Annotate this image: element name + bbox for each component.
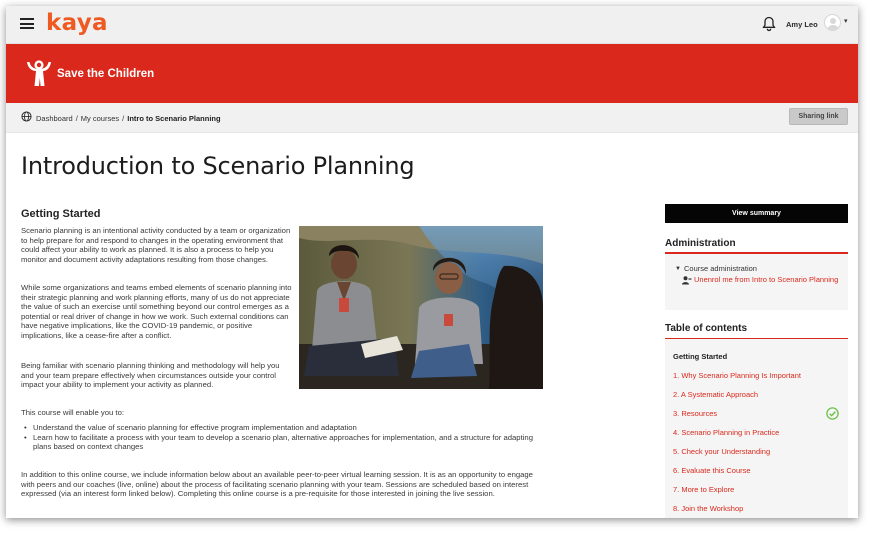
avatar-icon[interactable]: [824, 14, 841, 31]
list-item: • Understand the value of scenario planning for effective program implementation and adaptation: [21, 423, 551, 433]
list-item: • Learn how to facilitate a process with your team to develop a scenario plan, alternative approaches for implementation, and a structure for adapting plans based on context changes: [21, 433, 551, 452]
closing-paragraph: In addition to this online course, we include information below about an available peer-to-peer virtual learning session. It is as an opportunity to engage with peers and our coaches (live, online) about the process of facilitating scenario planning with your team. Sessions are scheduled based on interest expressed (via an interest form linked below). Completing this online course is a pre-requisite for those interested in joining the live session.: [21, 470, 533, 498]
globe-icon: [21, 111, 32, 122]
toc-item[interactable]: 4. Scenario Planning in Practice: [673, 428, 780, 437]
intro-paragraph: Scenario planning is an intentional activity conducted by a team or organization to help prepare for and respond to changes in the operating environment that could affect your ability to work as planned. It is also a process to help you monitor and document activity adaptations resulting from those changes.: [21, 226, 291, 264]
objectives-lead: This course will enable you to:: [21, 408, 124, 417]
org-banner: [6, 44, 858, 103]
unenrol-link[interactable]: Unenrol me from Intro to Scenario Planning: [694, 275, 839, 284]
body-paragraph: Being familiar with scenario planning thinking and methodology will help you and your team prepare effectively when circumstances outside your control impact your ability to implement your activity as planned.: [21, 361, 280, 389]
breadcrumb-current-course: Intro to Scenario Planning: [127, 114, 221, 123]
table-of-contents: [665, 339, 848, 518]
page-title: Introduction to Scenario Planning: [21, 152, 415, 180]
browser-frame: [6, 6, 858, 518]
section-heading: Getting Started: [21, 208, 101, 220]
main-content: [6, 133, 858, 518]
toc-item[interactable]: 2. A Systematic Approach: [673, 390, 759, 399]
objectives-list: [21, 423, 551, 452]
user-name[interactable]: Amy Leo: [786, 20, 818, 29]
breadcrumb-bar: [6, 103, 858, 133]
org-name: Save the Children: [57, 68, 155, 80]
toc-item[interactable]: 7. More to Explore: [673, 485, 735, 494]
breadcrumb-separator: /: [75, 114, 78, 123]
chevron-down-icon[interactable]: ▾: [844, 18, 848, 25]
toc-item[interactable]: 6. Evaluate this Course: [673, 466, 751, 475]
toc-section-getting-started[interactable]: Getting Started: [673, 352, 728, 361]
breadcrumb-separator: /: [122, 114, 125, 123]
sharing-link-button[interactable]: Sharing link: [789, 108, 848, 125]
top-navbar: [6, 6, 858, 44]
breadcrumb-dashboard[interactable]: Dashboard: [36, 114, 73, 123]
toc-item[interactable]: 5. Check your Understanding: [673, 447, 771, 456]
breadcrumb: [36, 114, 221, 123]
check-circle-icon: [826, 407, 839, 420]
body-paragraph: While some organizations and teams embed elements of scenario planning into their strategic planning and work planning efforts, many of us do not appreciate the value of such an exercise until something beyond our control emerges as a potential or real driver of change in how we work. Such external conditions can have negative implications, like the COVID-19 pandemic, or positive implications, like a cease-fire after a conflict.: [21, 283, 292, 340]
breadcrumb-my-courses[interactable]: My courses: [80, 114, 120, 123]
course-administration-item[interactable]: Course administration: [684, 264, 757, 273]
kaya-logo[interactable]: kaya: [46, 10, 108, 36]
administration-heading: Administration: [665, 238, 736, 249]
bell-icon[interactable]: [762, 16, 776, 32]
chevron-down-icon[interactable]: ▼: [675, 266, 681, 272]
toc-item[interactable]: 3. Resources: [673, 409, 718, 418]
view-summary-button[interactable]: View summary: [665, 204, 848, 223]
toc-item[interactable]: 1. Why Scenario Planning Is Important: [673, 371, 801, 380]
save-the-children-logo-icon: [25, 56, 53, 88]
toc-heading: Table of contents: [665, 323, 748, 334]
hamburger-icon[interactable]: [20, 18, 34, 29]
administration-panel: [665, 254, 848, 310]
toc-item[interactable]: 8. Join the Workshop: [673, 504, 744, 513]
course-photo: [299, 226, 543, 389]
